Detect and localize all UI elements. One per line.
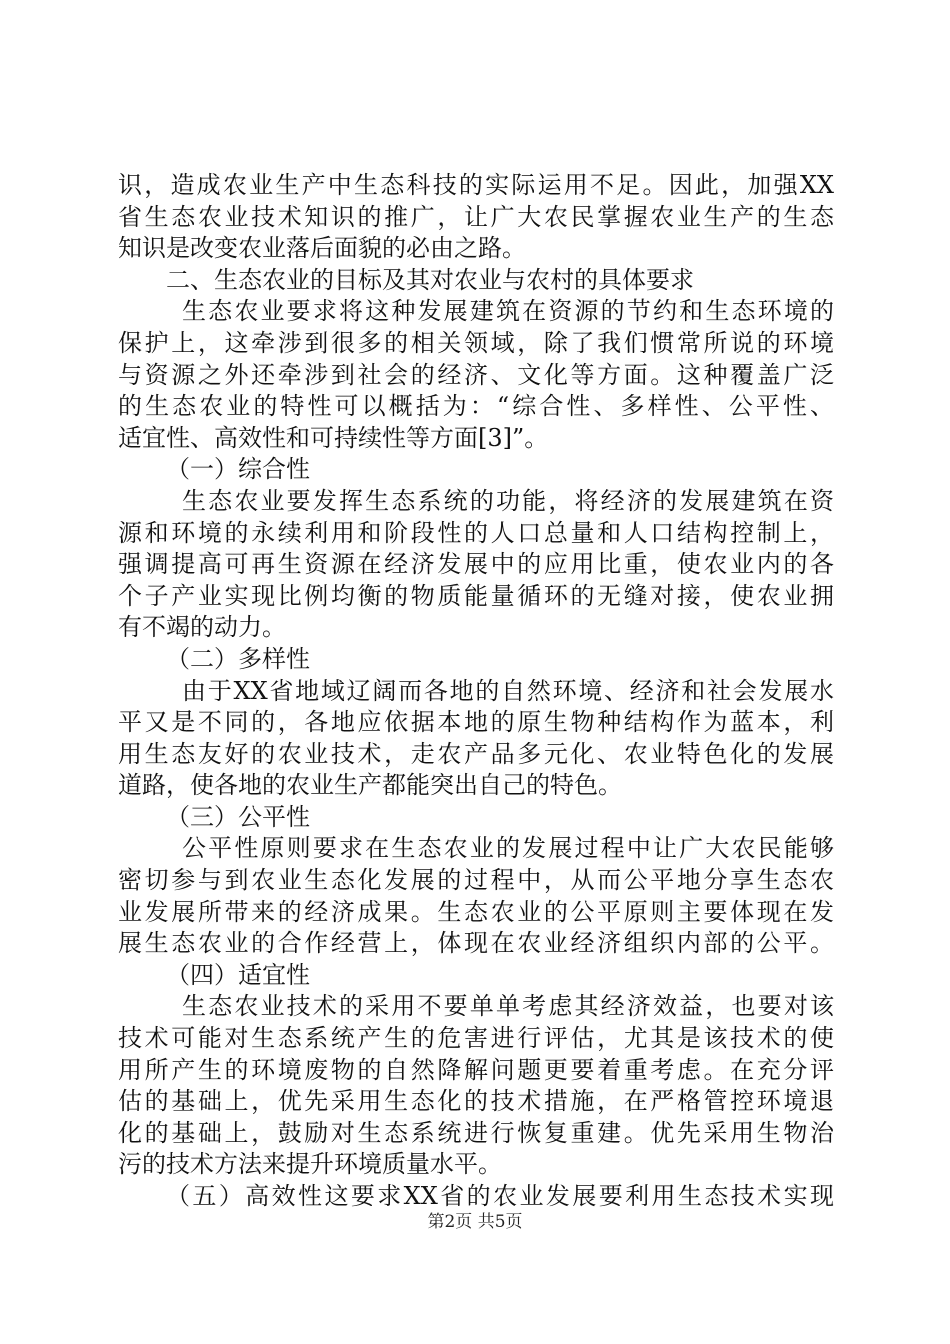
text-line: 适宜性、高效性和可持续性等方面[3]”。: [118, 423, 549, 452]
text-line: 业发展所带来的经济成果。生态农业的公平原则主要体现在发: [118, 897, 834, 926]
text-line: 有不竭的动力。: [118, 613, 286, 642]
text-line: 技术可能对生态系统产生的危害进行评估，尤其是该技术的使: [118, 1024, 834, 1053]
text-line: 由于XX省地域辽阔而各地的自然环境、经济和社会发展水: [182, 676, 834, 705]
text-line: 知识是改变农业落后面貌的必由之路。: [118, 234, 526, 263]
text-line: 估的基础上，优先采用生态化的技术措施，在严格管控环境退: [118, 1087, 834, 1116]
page-footer: 第2页 共5页: [427, 1212, 523, 1232]
text-line: 个子产业实现比例均衡的物质能量循环的无缝对接，使农业拥: [118, 581, 834, 610]
text-line: 生态农业技术的采用不要单单考虑其经济效益，也要对该: [182, 992, 834, 1021]
text-line: 生态农业要求将这种发展建筑在资源的节约和生态环境的: [182, 297, 834, 326]
text-line: 二、生态农业的目标及其对农业与农村的具体要求: [166, 265, 694, 294]
text-line: 的生态农业的特性可以概括为：“综合性、多样性、公平性、: [118, 392, 834, 421]
text-line: （二）多样性: [166, 644, 310, 673]
text-line: 密切参与到农业生态化发展的过程中，从而公平地分享生态农: [118, 866, 834, 895]
text-line: 省生态农业技术知识的推广，让广大农民掌握农业生产的生态: [118, 202, 834, 231]
document-body: [118, 170, 834, 1213]
text-line: 生态农业要发挥生态系统的功能，将经济的发展建筑在资: [182, 486, 834, 515]
text-line: （三）公平性: [166, 802, 310, 831]
text-line: 污的技术方法来提升环境质量水平。: [118, 1150, 502, 1179]
text-line: 保护上，这牵涉到很多的相关领域，除了我们惯常所说的环境: [118, 328, 834, 357]
text-line: 平又是不同的，各地应依据本地的原生物种结构作为蓝本，利: [118, 708, 834, 737]
text-line: （一）综合性: [166, 455, 310, 484]
text-line: 强调提高可再生资源在经济发展中的应用比重，使农业内的各: [118, 550, 834, 579]
text-line: 识，造成农业生产中生态科技的实际运用不足。因此，加强XX: [118, 171, 834, 199]
text-line: 公平性原则要求在生态农业的发展过程中让广大农民能够: [182, 834, 834, 863]
text-line: 用生态友好的农业技术，走农产品多元化、农业特色化的发展: [118, 739, 834, 768]
text-line: 用所产生的环境废物的自然降解问题更要着重考虑。在充分评: [118, 1055, 834, 1084]
text-line: （四）适宜性: [166, 960, 310, 989]
text-line: （五）高效性这要求XX省的农业发展要利用生态技术实现: [166, 1182, 834, 1210]
text-line: 道路，使各地的农业生产都能突出自己的特色。: [118, 771, 622, 800]
text-line: 化的基础上，鼓励对生态系统进行恢复重建。优先采用生物治: [118, 1118, 834, 1147]
text-line: 展生态农业的合作经营上，体现在农业经济组织内部的公平。: [118, 929, 834, 958]
text-line: 源和环境的永续利用和阶段性的人口总量和人口结构控制上，: [118, 518, 834, 547]
text-line: 与资源之外还牵涉到社会的经济、文化等方面。这种覆盖广泛: [118, 360, 834, 389]
